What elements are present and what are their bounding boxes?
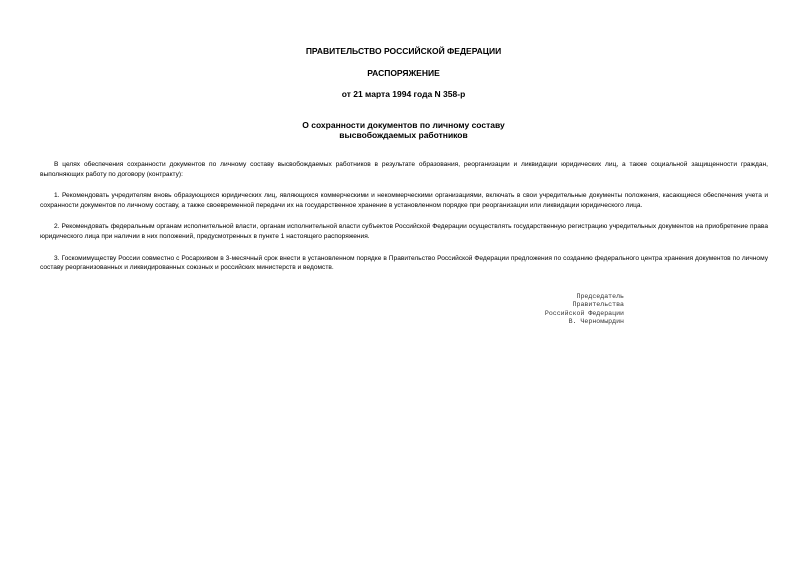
signature-block	[545, 293, 624, 327]
document-title	[0, 120, 807, 140]
document-title-line-1: О сохранности документов по личному составу	[302, 120, 505, 130]
clause-1-paragraph: 1. Рекомендовать учредителям вновь образующихся юридических лиц, являющихся коммерческими и некоммерческими организациями, включать в свои учредительные документы положения, касающиеся обеспечения учета и сохранности документов по личному составу, а также своевременной передачи их на государственное хранение в установленном порядке при реорганизации или ликвидации юридического лица.	[40, 192, 768, 209]
document-type: РАСПОРЯЖЕНИЕ	[367, 68, 440, 78]
signature-name: В. Черномырдин	[568, 318, 624, 326]
document-date-number: от 21 марта 1994 года N 358-р	[341, 89, 466, 99]
preamble-paragraph: В целях обеспечения сохранности документов по личному составу высвобождаемых работников в результате образования, реорганизации и ликвидации юридических лиц, а также социальной защищенности граждан, выполняющих работу по договору (контракту):	[40, 161, 768, 178]
document-body	[40, 160, 768, 285]
clause-3-paragraph: 3. Госкомимуществу России совместно с Росархивом в 3-месячный срок внести в установленном порядке в Правительство Российской Федерации предложения по созданию федерального центра хранения документов по личному составу реорганизованных и ликвидированных союзных и российских министерств и ведомств.	[40, 254, 768, 272]
signature-line-1: Председатель	[576, 293, 624, 300]
document-title-line-2: высвобождаемых работников	[339, 130, 468, 140]
clause-2-paragraph: 2. Рекомендовать федеральным органам исполнительной власти, органам исполнительной власти субъектов Российской Федерации осуществлять государственную регистрацию учредительных документов на приобретение права юридического лица при наличии в них положений, предусмотренных в пункте 1 настоящего распоряжения.	[40, 223, 768, 240]
signature-line-3: Российской Федерации	[544, 309, 624, 317]
issuing-authority: ПРАВИТЕЛЬСТВО РОССИЙСКОЙ ФЕДЕРАЦИИ	[305, 46, 502, 56]
signature-line-2: Правительства	[572, 301, 624, 309]
